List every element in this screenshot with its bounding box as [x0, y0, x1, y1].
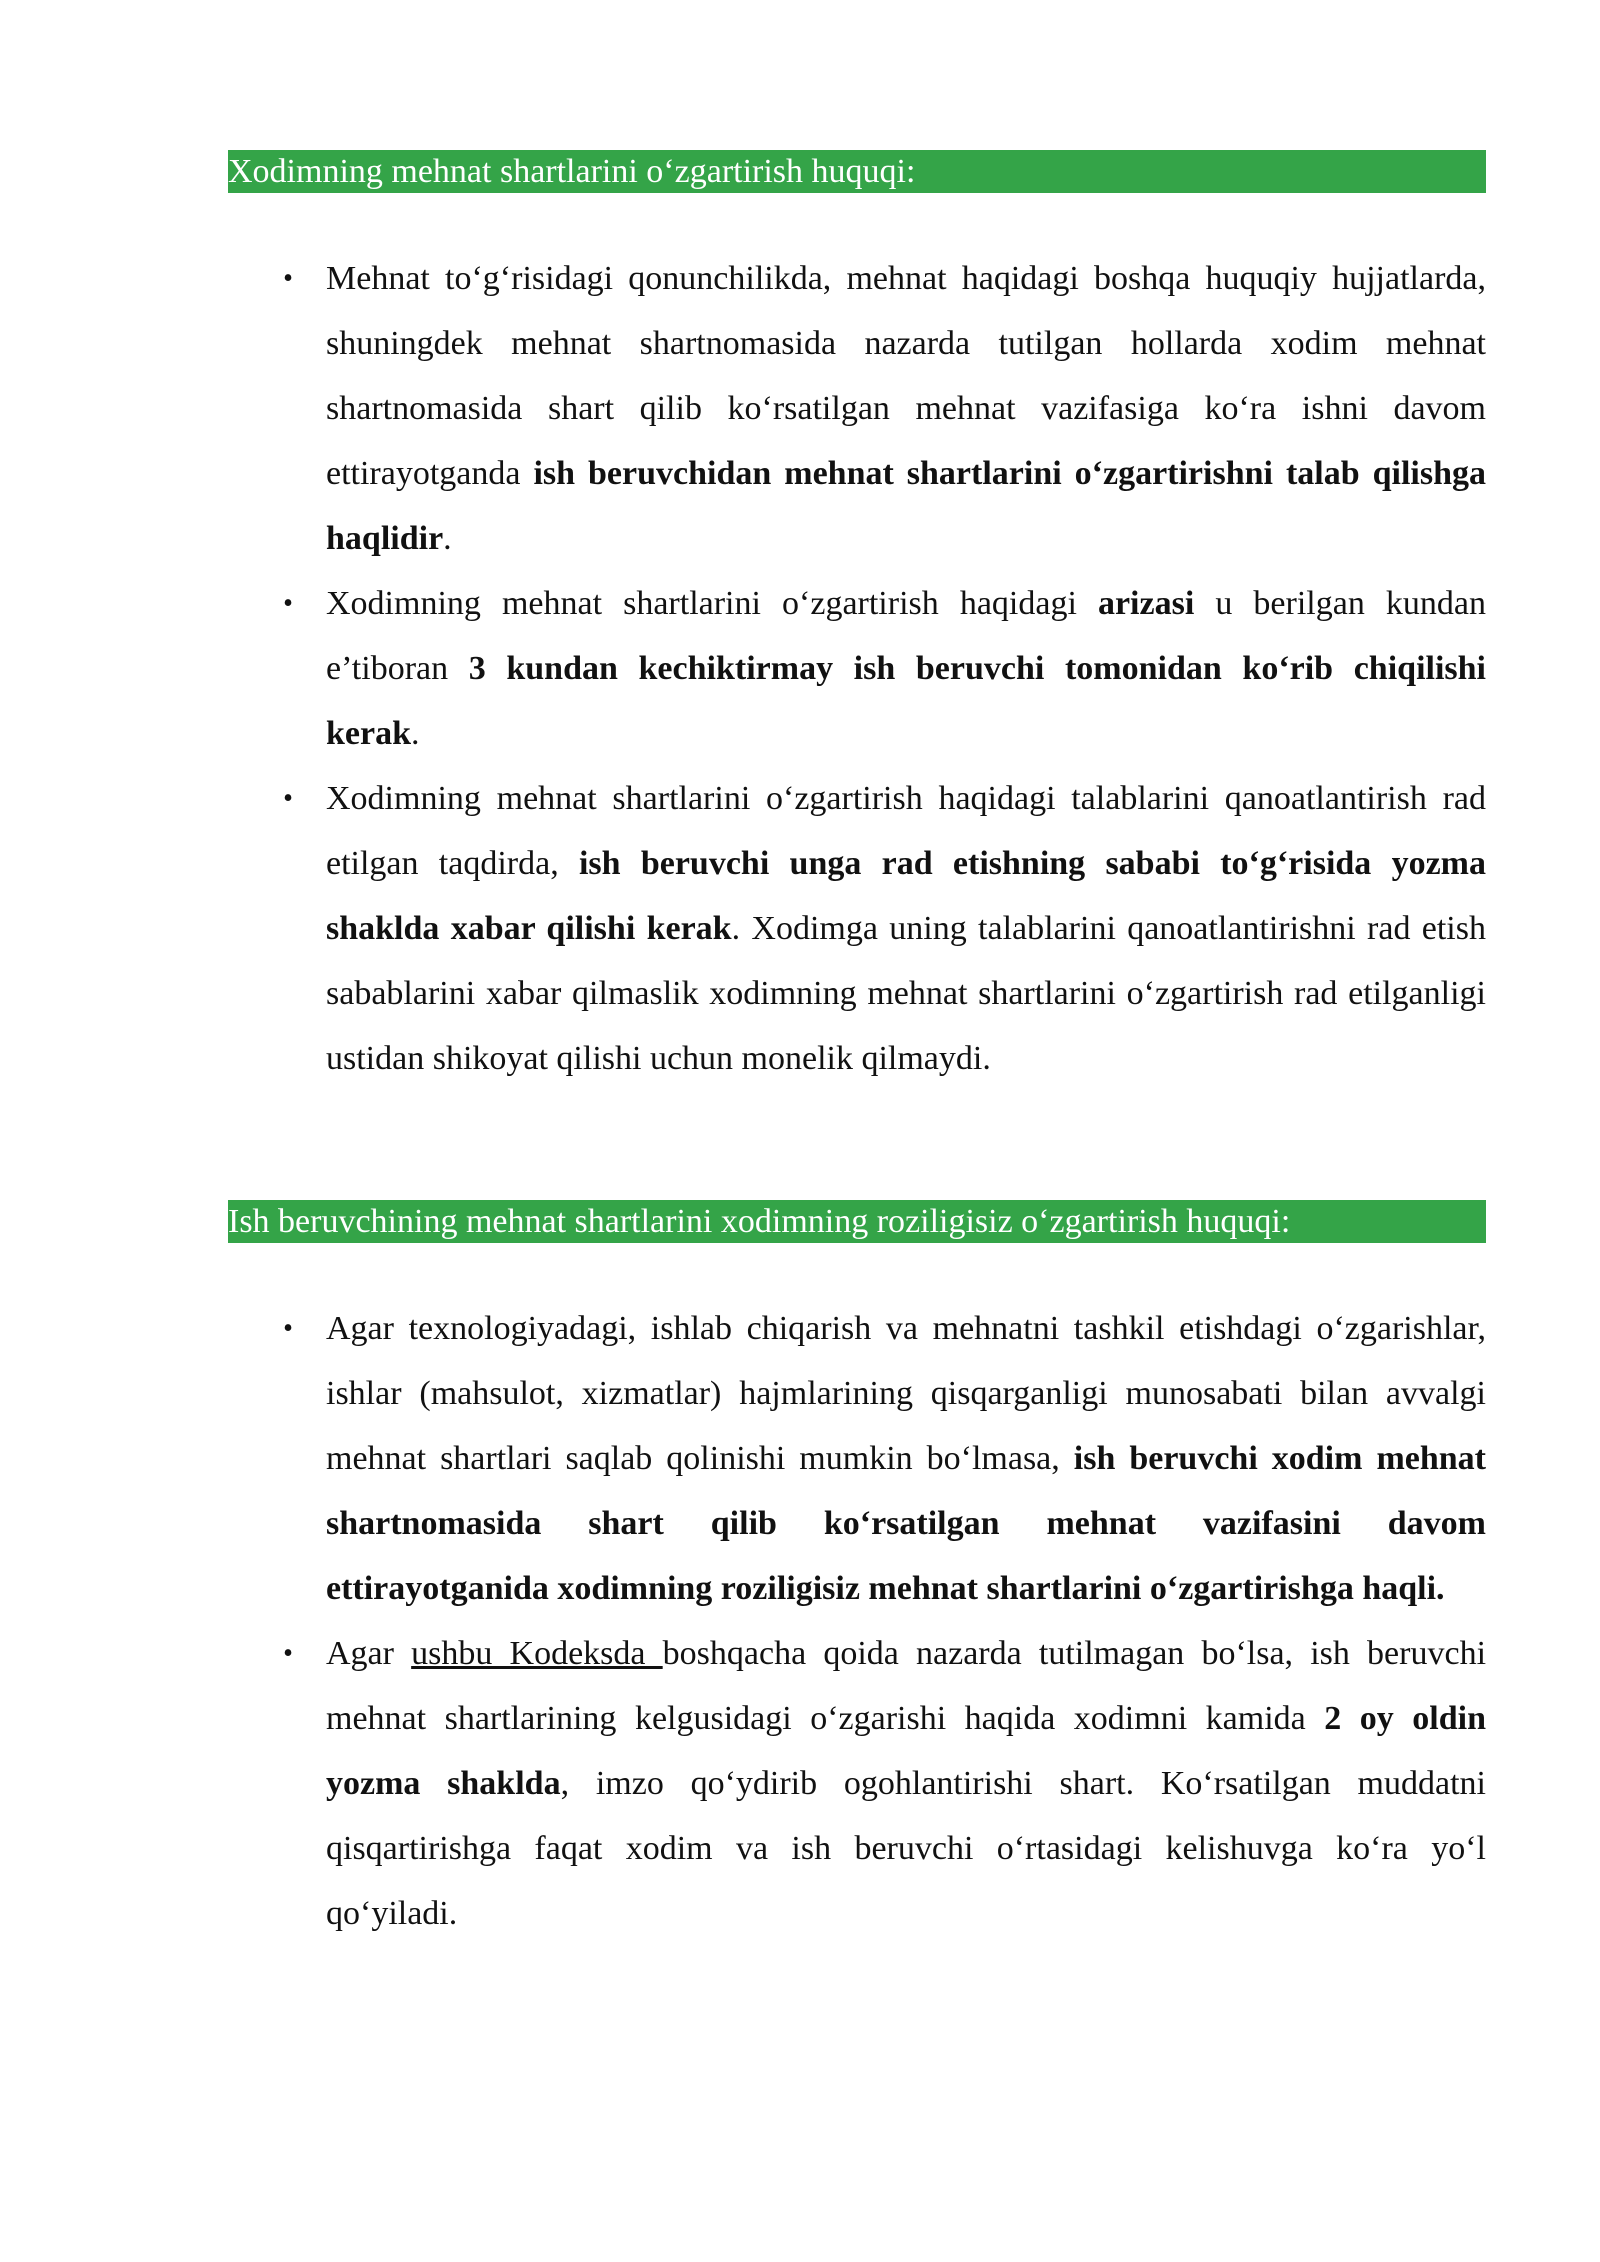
item-bold-text: ish beruvchi xodim mehnat shartnomasida shart qilib ko‘rsatilgan mehnat vazifasini davom ettirayotganida xodimning roziligisiz mehnat shartlarini o‘zgartirishga haqli.: [326, 1440, 1486, 1607]
section-heading-employee-rights: Xodimning mehnat shartlarini o‘zgartirish huquqi:: [228, 150, 1486, 193]
item-bold-text: 3 kundan kechiktirmay ish beruvchi tomonidan ko‘rib chiqilishi kerak: [326, 650, 1486, 752]
item-text: Agar texnologiyadagi, ishlab chiqarish va mehnatni tashkil etishdagi o‘zgarishlar, ishlar (mahsulot, xizmatlar) hajmlarining qisqarganligi munosabati bilan avvalgi mehnat shartlari saqlab qolinishi mumkin bo‘lmasa,: [326, 1310, 1486, 1477]
bullet-icon: •: [283, 783, 293, 814]
list-item: [283, 1621, 1487, 1946]
bullet-icon: •: [283, 588, 293, 619]
item-bold-text: arizasi: [1097, 585, 1195, 622]
list-item: [283, 766, 1486, 1091]
list-item: [283, 246, 1486, 571]
list-item: [283, 1296, 1486, 1621]
item-text: Mehnat to‘g‘risidagi qonunchilikda, mehnat haqidagi boshqa huquqiy hujjatlarda, shuningdek mehnat shartnomasida nazarda tutilgan hollarda xodim mehnat shartnomasida shart qilib ko‘rsatilgan mehnat vazifasiga ko‘ra ishni davom ettirayotganda: [326, 260, 1486, 492]
section-heading-employer-rights: Ish beruvchining mehnat shartlarini xodimning roziligisiz o‘zgartirish huquqi:: [228, 1200, 1486, 1243]
bullet-icon: •: [283, 1313, 293, 1344]
list-item: [283, 571, 1486, 766]
item-text: .: [411, 715, 420, 752]
bullet-icon: •: [283, 263, 293, 294]
item-text: Xodimning mehnat shartlarini o‘zgartirish haqidagi: [326, 585, 1098, 622]
item-text: u berilgan kundan e’tiboran: [326, 585, 1486, 687]
code-reference-link[interactable]: ushbu Kodeksda: [411, 1635, 663, 1672]
item-bold-text: 2 oy oldin yozma shaklda: [326, 1700, 1486, 1802]
employer-rights-list: [283, 1296, 1487, 1946]
item-text: Xodimning mehnat shartlarini o‘zgartirish haqidagi talablarini qanoatlantirish rad etilgan taqdirda,: [326, 780, 1486, 882]
item-text: .: [443, 520, 452, 557]
employee-rights-list: [283, 246, 1486, 1091]
item-text: Agar: [326, 1635, 412, 1672]
bullet-icon: •: [283, 1638, 293, 1669]
item-bold-text: ish beruvchidan mehnat shartlarini o‘zgartirishni talab qilishga haqlidir: [326, 455, 1486, 557]
item-text: , imzo qo‘ydirib ogohlantirishi shart. Ko‘rsatilgan muddatni qisqartirishga faqat xodim va ish beruvchi o‘rtasidagi kelishuvga ko‘ra yo‘l qo‘yiladi.: [326, 1765, 1486, 1932]
item-text: boshqacha qoida nazarda tutilmagan bo‘lsa, ish beruvchi mehnat shartlarining kelgusidagi o‘zgarishi haqida xodimni kamida: [326, 1635, 1487, 1737]
item-bold-text: ish beruvchi unga rad etishning sababi to‘g‘risida yozma shaklda xabar qilishi kerak: [326, 845, 1486, 947]
item-text: . Xodimga uning talablarini qanoatlantirishni rad etish sabablarini xabar qilmaslik xodimning mehnat shartlarini o‘zgartirish rad etilganligi ustidan shikoyat qilishi uchun monelik qilmaydi.: [326, 910, 1486, 1077]
